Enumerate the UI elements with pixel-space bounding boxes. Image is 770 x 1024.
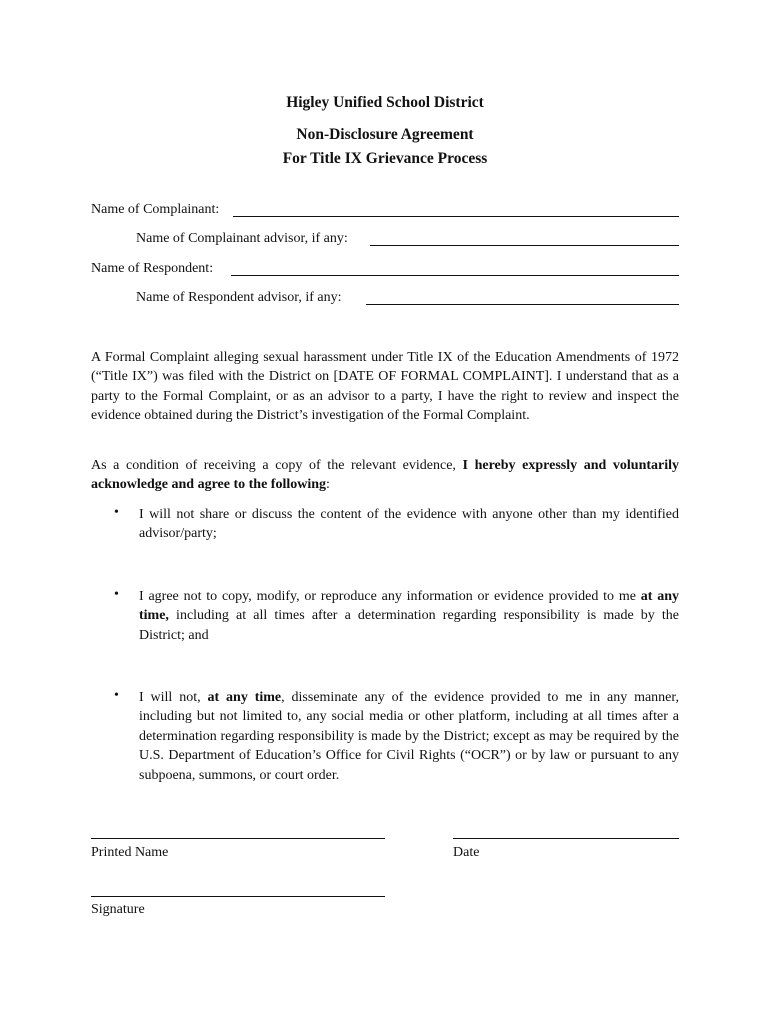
bullet-2-suffix: including at all times after a determination regarding responsibility is made by the District; and (139, 608, 679, 643)
bullet-dot-1: • (114, 505, 119, 520)
bullet-dot-3: • (114, 688, 119, 703)
bullet-2-prefix: I agree not to copy, modify, or reproduce any information or evidence provided to me (139, 589, 641, 604)
condition-suffix: : (326, 477, 330, 493)
bullet-3-text (139, 688, 679, 785)
intro-paragraph: A Formal Complaint alleging sexual harassment under Title IX of the Education Amendments of 1972 (“Title IX”) was filed with the District on [DATE OF FORMAL COMPLAINT]. I understand that as a party to the Formal Complaint, or as an advisor to a party, I have the right to review and inspect the evidence obtained during the District’s investigation of the Formal Complaint. (91, 350, 679, 424)
bullet-2-text (139, 587, 679, 645)
date-line[interactable] (453, 838, 679, 839)
respondent-label: Name of Respondent: (91, 261, 214, 276)
bullet-1-text: I will not share or discuss the content of the evidence with anyone other than my identified advisor/party; (139, 507, 679, 542)
complainant-advisor-label: Name of Complainant advisor, if any: (136, 231, 348, 246)
bullet-3-bold: at any time (207, 690, 282, 705)
complainant-label: Name of Complainant: (91, 202, 220, 217)
agreement-title: Non-Disclosure Agreement (296, 126, 474, 143)
bullet-2-bold: at any time, (139, 589, 680, 624)
printed-name-label: Printed Name (91, 845, 169, 860)
complainant-line[interactable] (233, 216, 679, 217)
respondent-line[interactable] (231, 275, 679, 276)
condition-bold: I hereby expressly and voluntarily acknowledge and agree to the following (91, 458, 680, 493)
bullet-3-suffix: , disseminate any of the evidence provided to me in any manner, including but not limited to, any social media or other platform, including at all times after a determination regarding responsibility is made by the District; except as may be required by the U.S. Department of Education’s Office for Civil Rights (“OCR”) or by law or pursuant to any subpoena, summons, or court order. (139, 690, 679, 783)
signature-label: Signature (91, 902, 145, 917)
process-subtitle: For Title IX Grievance Process (282, 150, 488, 167)
signature-line[interactable] (91, 896, 385, 897)
respondent-advisor-line[interactable] (366, 304, 679, 305)
printed-name-line[interactable] (91, 838, 385, 839)
condition-prefix: As a condition of receiving a copy of the relevant evidence, (91, 458, 463, 473)
condition-paragraph (91, 456, 679, 495)
date-label: Date (453, 845, 480, 860)
bullet-3-prefix: I will not, (139, 690, 208, 705)
bullet-dot-2: • (114, 587, 119, 602)
respondent-advisor-label: Name of Respondent advisor, if any: (136, 290, 342, 305)
complainant-advisor-line[interactable] (370, 245, 679, 246)
district-title: Higley Unified School District (286, 94, 484, 111)
